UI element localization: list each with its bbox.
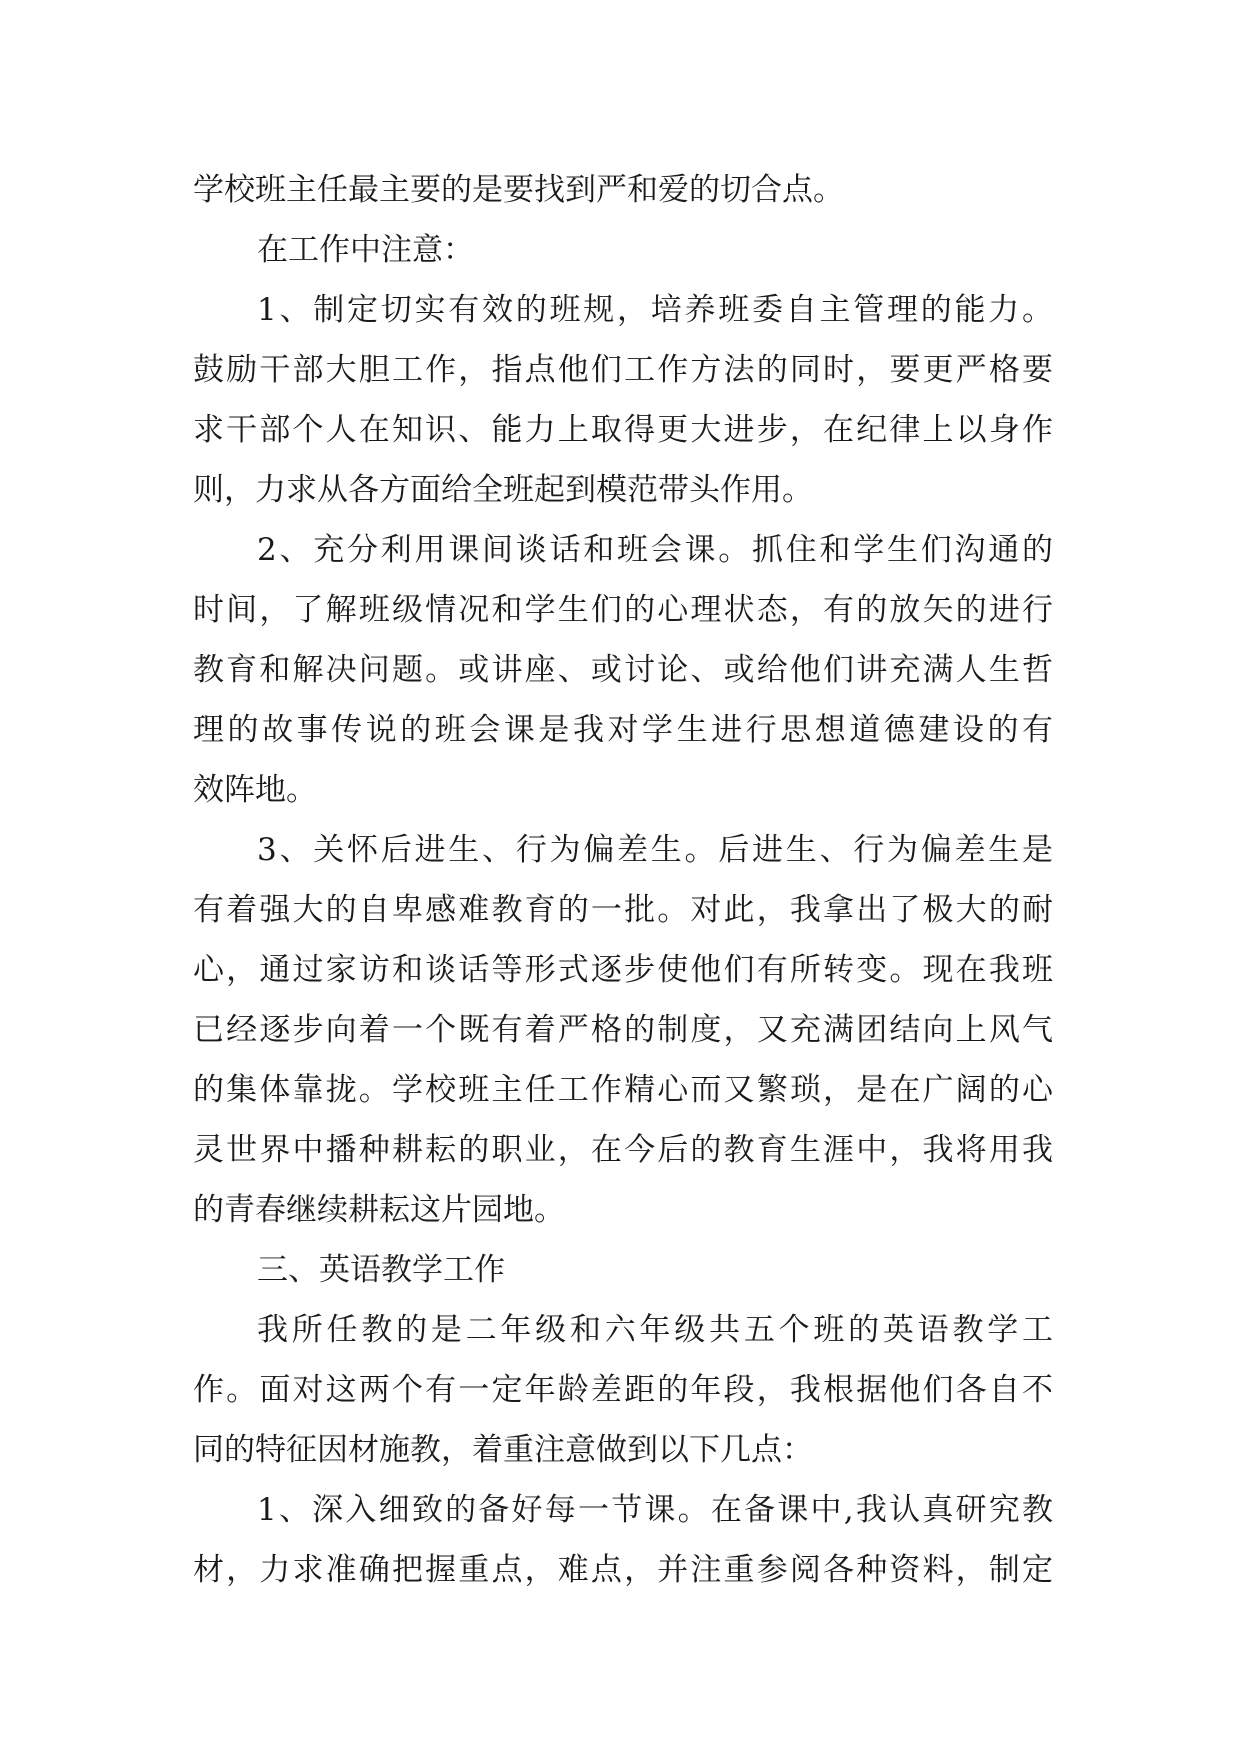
text-line: 教育和解决问题。或讲座、或讨论、或给他们讲充满人生哲 <box>193 652 1053 688</box>
text-line: 1、深入细致的备好每一节课。在备课中,我认真研究教 <box>257 1492 1053 1528</box>
text-line: 学校班主任最主要的是要找到严和爱的切合点。 <box>193 172 844 208</box>
text-line: 1、制定切实有效的班规，培养班委自主管理的能力。 <box>257 292 1053 328</box>
text-line: 求干部个人在知识、能力上取得更大进步，在纪律上以身作 <box>193 412 1053 448</box>
text-line: 已经逐步向着一个既有着严格的制度，又充满团结向上风气 <box>193 1012 1053 1048</box>
text-line: 我所任教的是二年级和六年级共五个班的英语教学工 <box>257 1312 1053 1348</box>
text-line: 的青春继续耕耘这片园地。 <box>193 1192 565 1228</box>
text-line: 理的故事传说的班会课是我对学生进行思想道德建设的有 <box>193 712 1053 748</box>
text-line: 时间，了解班级情况和学生们的心理状态，有的放矢的进行 <box>193 592 1053 628</box>
text-line: 在工作中注意： <box>257 232 474 268</box>
text-line: 3、关怀后进生、行为偏差生。后进生、行为偏差生是 <box>257 832 1053 868</box>
text-line: 心，通过家访和谈话等形式逐步使他们有所转变。现在我班 <box>193 952 1053 988</box>
text-line: 效阵地。 <box>193 772 317 808</box>
text-line: 鼓励干部大胆工作，指点他们工作方法的同时，要更严格要 <box>193 352 1053 388</box>
text-line: 2、充分利用课间谈话和班会课。抓住和学生们沟通的 <box>257 532 1053 568</box>
text-line: 有着强大的自卑感难教育的一批。对此，我拿出了极大的耐 <box>193 892 1053 928</box>
document-body <box>193 160 1053 1600</box>
text-line: 则，力求从各方面给全班起到模范带头作用。 <box>193 472 813 508</box>
text-line: 材，力求准确把握重点，难点，并注重参阅各种资料，制定 <box>193 1552 1053 1588</box>
section-heading: 三、英语教学工作 <box>257 1252 505 1288</box>
text-line: 同的特征因材施教，着重注意做到以下几点： <box>193 1432 813 1468</box>
text-line: 作。面对这两个有一定年龄差距的年段，我根据他们各自不 <box>193 1372 1053 1408</box>
text-line: 的集体靠拢。学校班主任工作精心而又繁琐，是在广阔的心 <box>193 1072 1053 1108</box>
text-line: 灵世界中播种耕耘的职业，在今后的教育生涯中，我将用我 <box>193 1132 1053 1168</box>
